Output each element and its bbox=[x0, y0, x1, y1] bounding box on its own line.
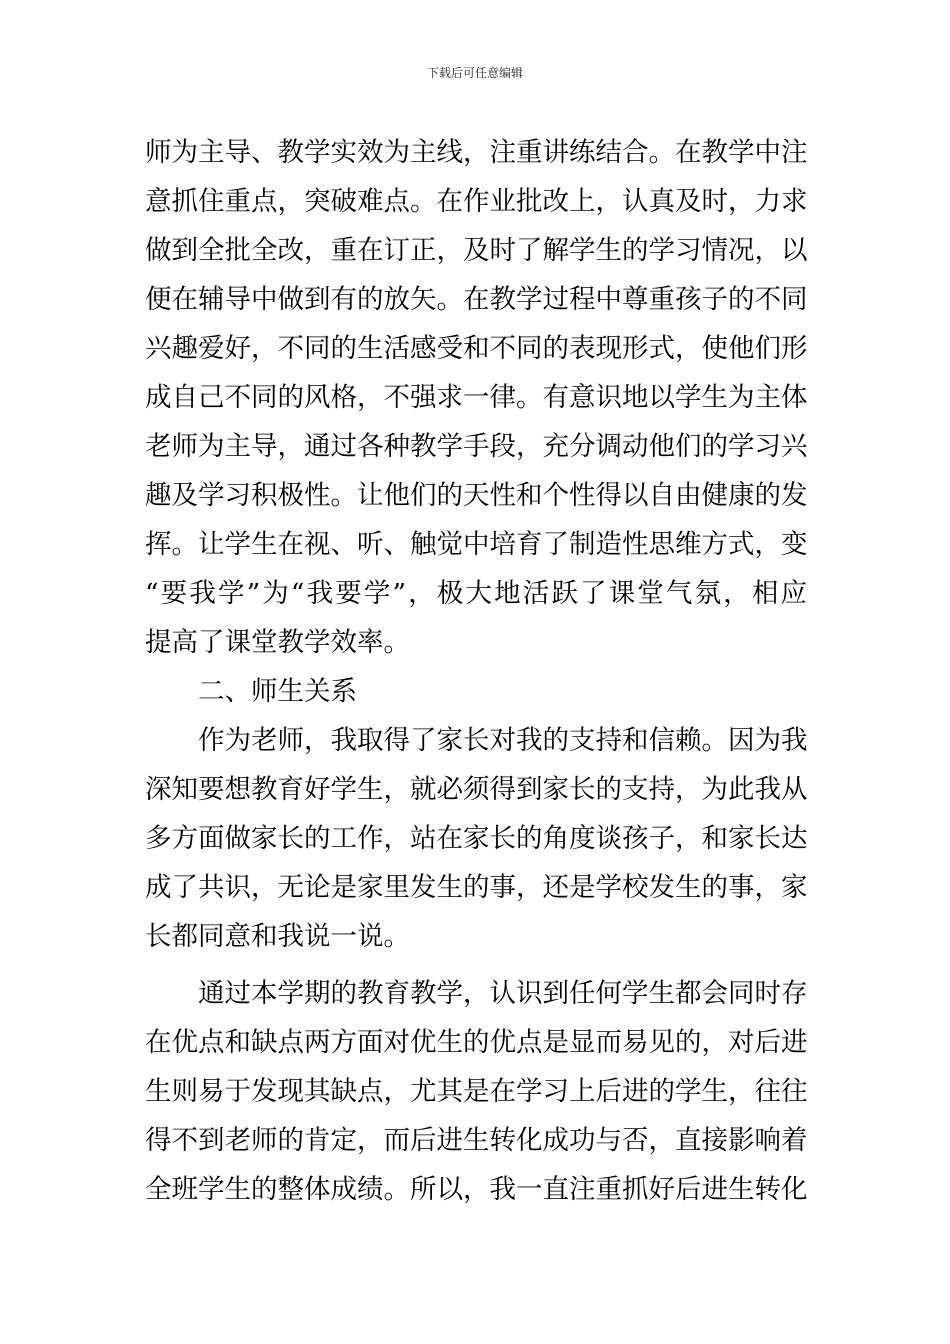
text-line: 得不到老师的肯定，而后进生转化成功与否，直接影响着 bbox=[145, 1125, 808, 1156]
paragraph bbox=[145, 128, 807, 667]
text-line: 做到全批全改，重在订正，及时了解学生的学习情况，以 bbox=[145, 235, 808, 266]
text-line: 成自己不同的风格，不强求一律。有意识地以学生为主体 bbox=[145, 382, 808, 413]
text-line: 老师为主导，通过各种教学手段，充分调动他们的学习兴 bbox=[145, 431, 808, 462]
text-line: 全班学生的整体成绩。所以，我一直注重抓好后进生转化 bbox=[145, 1174, 808, 1205]
text-line: 意抓住重点，突破难点。在作业批改上，认真及时，力求 bbox=[145, 186, 808, 217]
text-line: “要我学”为“我要学”，极大地活跃了课堂气氛，相应 bbox=[145, 578, 807, 609]
text-line: 作为老师，我取得了家长对我的支持和信赖。因为我 bbox=[198, 725, 808, 756]
text-line: 多方面做家长的工作，站在家长的角度谈孩子，和家长达 bbox=[145, 823, 808, 854]
text-line: 挥。让学生在视、听、触觉中培育了制造性思维方式，变 bbox=[145, 529, 808, 560]
text-line: 长都同意和我说一说。 bbox=[145, 921, 410, 952]
text-line: 兴趣爱好，不同的生活感受和不同的表现形式，使他们形 bbox=[145, 333, 808, 364]
text-line: 生则易于发现其缺点，尤其是在学习上后进的学生，往往 bbox=[145, 1076, 808, 1107]
section-heading bbox=[145, 667, 807, 716]
document-body bbox=[145, 128, 807, 1214]
text-line: 趣及学习积极性。让他们的天性和个性得以自由健康的发 bbox=[145, 480, 808, 511]
text-line: 在优点和缺点两方面对优生的优点是显而易见的，对后进 bbox=[145, 1027, 808, 1058]
text-line: 通过本学期的教育教学，认识到任何学生都会同时存 bbox=[198, 978, 808, 1009]
paragraph bbox=[145, 716, 807, 961]
text-line: 成了共识，无论是家里发生的事，还是学校发生的事，家 bbox=[145, 872, 808, 903]
heading-text: 二、师生关系 bbox=[198, 676, 357, 707]
text-line: 便在辅导中做到有的放矢。在教学过程中尊重孩子的不同 bbox=[145, 284, 808, 315]
text-line: 师为主导、教学实效为主线，注重讲练结合。在教学中注 bbox=[145, 137, 808, 168]
paragraph bbox=[145, 969, 807, 1214]
text-line: 深知要想教育好学生，就必须得到家长的支持，为此我从 bbox=[145, 774, 808, 805]
page-header: 下载后可任意编辑 bbox=[426, 66, 523, 80]
text-line: 提高了课堂教学效率。 bbox=[145, 627, 410, 658]
